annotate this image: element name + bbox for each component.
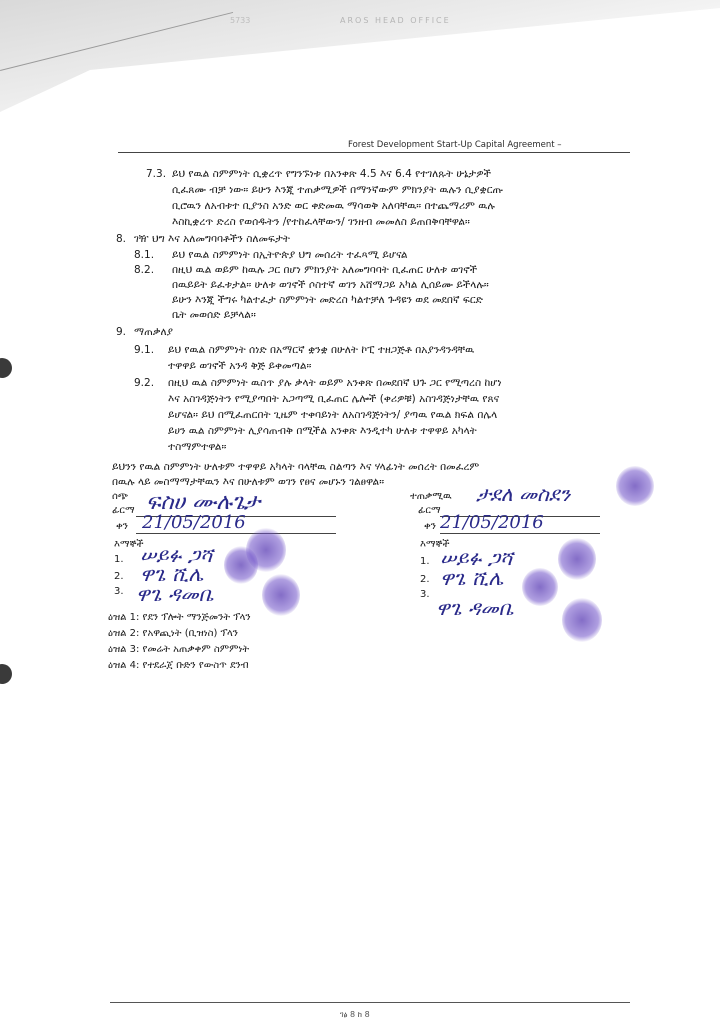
clause-8-2-number: 8.2. xyxy=(134,264,155,276)
left-witness-signature: ዋጌ ዳመቤ xyxy=(136,582,214,606)
clause-7-3-line: ሲፈጸሙ ብቻ ነው። ይሁን እንጂ ተጠቃሚዎች በማንኛውም ምክንያት ዉሉን ሲያቋርጡ xyxy=(172,184,504,196)
right-party-label: ተጠቃሚዉ xyxy=(410,491,452,502)
clause-9-2-line: ተስማምተዋል። xyxy=(168,441,227,453)
fingerprint-stamp xyxy=(522,568,558,606)
right-date-label: ቀን xyxy=(424,521,436,532)
left-signature: ፍስሀ ሙሉጌታ xyxy=(146,490,261,515)
clause-9-1-line: ተዋዋይ ወገኖች አንዳ ቅጅ ይቀመጣል። xyxy=(168,360,312,372)
footer-rule xyxy=(110,1002,630,1003)
fingerprint-stamp xyxy=(616,466,654,506)
annex-item: ዕዝል 2: የአዋጪነት (ቢዝነስ) ፕላን xyxy=(108,628,238,639)
right-signature: ታደለ መስደን xyxy=(476,482,571,506)
clause-8-2-line: በዉይይት ይፈቱታል። ሁለቱ ወገኖች ሶስተኛ ወገን አሸማጋይ አካል ሊሰይሙ ይችላሉ። xyxy=(172,279,489,291)
left-witness-label: እማኞች xyxy=(114,539,144,550)
fingerprint-stamp xyxy=(562,598,602,642)
left-witness-number: 2. xyxy=(114,571,124,582)
clause-9-title: ማጠቃለያ xyxy=(134,326,174,338)
right-witness-number: 2. xyxy=(420,574,430,585)
left-sign-label: ፊርማ xyxy=(112,505,135,516)
clause-8-2-line: ቤት መወሰድ ይቻላል። xyxy=(172,309,256,321)
clause-9-1-number: 9.1. xyxy=(134,344,155,356)
punch-hole-bottom xyxy=(0,664,12,684)
left-date-rule xyxy=(136,533,336,534)
page-number: ገፅ 8 ከ 8 xyxy=(340,1010,370,1019)
left-date-value: 21/05/2016 xyxy=(142,512,246,533)
right-sign-label: ፊርማ xyxy=(418,505,441,516)
right-witness-signature: ዋጌ ዳመቤ xyxy=(436,596,514,620)
right-witness-label: እማኞች xyxy=(420,539,450,550)
clause-8-2-line: ይሁን እንጂ ችግሩ ካልተፈታ ስምምነት መድረስ ካልተቻለ ጉዳዩን ወደ መደበኛ ፍርድ xyxy=(172,294,483,306)
clause-9-2-line: በዚህ ዉል ስምምነት ዉስጥ ያሉ ቃላት ወይም አንቀጽ በመደበኛ ህጉ ጋር የሚጣረስ ከሆነ xyxy=(168,377,502,389)
punch-hole-top xyxy=(0,358,12,378)
clause-7-3-line: ይህ የዉል ስምምነት ሲቋረጥ የግንኙነቱ በአንቀጽ 4.5 እና 6.4 የተገለጹት ሁኔታዎች xyxy=(172,168,491,180)
right-witness-number: 1. xyxy=(420,556,430,567)
fingerprint-stamp xyxy=(224,546,258,584)
clause-7-3-line: እስኪቋረጥ ድረስ የወሰዱትን /የተከፈላቸውን/ ገንዘብ መመለስ ይጠበቅባቸዋል። xyxy=(172,216,470,228)
annex-item: ዕዝል 4: የተደራጀ ቡድን የውስጥ ደንብ xyxy=(108,660,249,671)
annex-item: ዕዝል 3: የመሬት አጠቃቀም ስምምነት xyxy=(108,644,250,655)
fingerprint-stamp xyxy=(262,574,300,616)
annex-item: ዕዝል 1: የደን ፕሎት ማንጅመንት ፕላን xyxy=(108,612,251,623)
clause-8-title: ገዥ ህግ እና አለመግባባቶችን ስለመፍታት xyxy=(134,233,290,245)
clause-9-2-line: ይሆናል። ይህ በሚፈጠርበት ጊዜም ተቀባይነት ለአስገዳጅነትን/ ያጣዉ የዉል ክፍል በሌላ xyxy=(168,409,498,421)
left-witness-number: 3. xyxy=(114,586,124,597)
fingerprint-stamp xyxy=(558,538,596,580)
top-office-stamp: AROS HEAD OFFICE xyxy=(340,16,451,25)
clause-9-2-line: እና አስገዳጅነትን የሚያጣበት አጋጣሚ ቢፈጠር ሌሎች (ቀሪዎቹ) አስገዳጅነታቸዉ የጸና xyxy=(168,393,500,405)
agreement-header: Forest Development Start-Up Capital Agreement – xyxy=(348,140,562,150)
right-date-value: 21/05/2016 xyxy=(440,512,544,533)
clause-9-2-line: ይሀን ዉል ስምምነት ሊያሳጠብቅ በሚችል አንቀጽ እንዲተካ ሁለቱ ተዋዋይ አካላት xyxy=(168,425,477,437)
left-party-label: ሰጭ xyxy=(112,491,128,502)
right-witness-signature: ሠይፉ ጋሻ xyxy=(440,546,513,570)
left-date-label: ቀን xyxy=(116,521,128,532)
right-date-rule xyxy=(440,533,600,534)
clause-8-2-line: በዚህ ዉል ወይም ከዉሉ ጋር በሆነ ምክንያት አለመግባባት ቢፈጠር ሁለቱ ወገኖች xyxy=(172,264,478,276)
clause-9-2-number: 9.2. xyxy=(134,377,155,389)
clause-9-1-line: ይህ የዉል ስምምነት ሰነድ በአማርኛ ቋንቋ በሁለት ኮፒ ተዘጋጅቶ በአያንዳንዳቸዉ xyxy=(168,344,475,356)
right-witness-number: 3. xyxy=(420,589,430,600)
clause-8-1-line: ይህ የዉል ስምምነት በኢትዮጵያ ህግ መሰረት ተፈጻሚ ይሆናል xyxy=(172,249,408,261)
left-witness-signature: ሠይፉ ጋሻ xyxy=(140,543,213,567)
header-rule xyxy=(118,152,630,153)
left-witness-number: 1. xyxy=(114,554,124,565)
closing-line: ይህንን የዉል ስምምነት ሁለቱም ተዋዋይ አካላት ባላቸዉ ስልጣን እና ሃላፊነት መሰረት በመፈረም xyxy=(112,461,480,473)
clause-7-3-line: ቢሮዉን ለአብቱተ ቢያንስ አንድ ወር ቀድመዉ ማሳወቅ አለባቸዉ። በተጨማሪም ዉሉ xyxy=(172,200,495,212)
clause-8-number: 8. xyxy=(116,233,127,245)
right-witness-signature: ዋጌ ሺሌ xyxy=(440,566,504,590)
left-witness-signature: ዋጌ ሺሌ xyxy=(140,562,204,586)
clause-8-1-number: 8.1. xyxy=(134,249,155,261)
closing-line: በዉሉ ላይ መስማማታቸዉን እና በሁለቱም ወገን የፀና መሆኑን ገልፀዋል። xyxy=(112,476,385,488)
top-code: 5733 xyxy=(230,16,251,25)
clause-9-number: 9. xyxy=(116,326,127,338)
clause-7-3-number: 7.3. xyxy=(146,168,167,180)
